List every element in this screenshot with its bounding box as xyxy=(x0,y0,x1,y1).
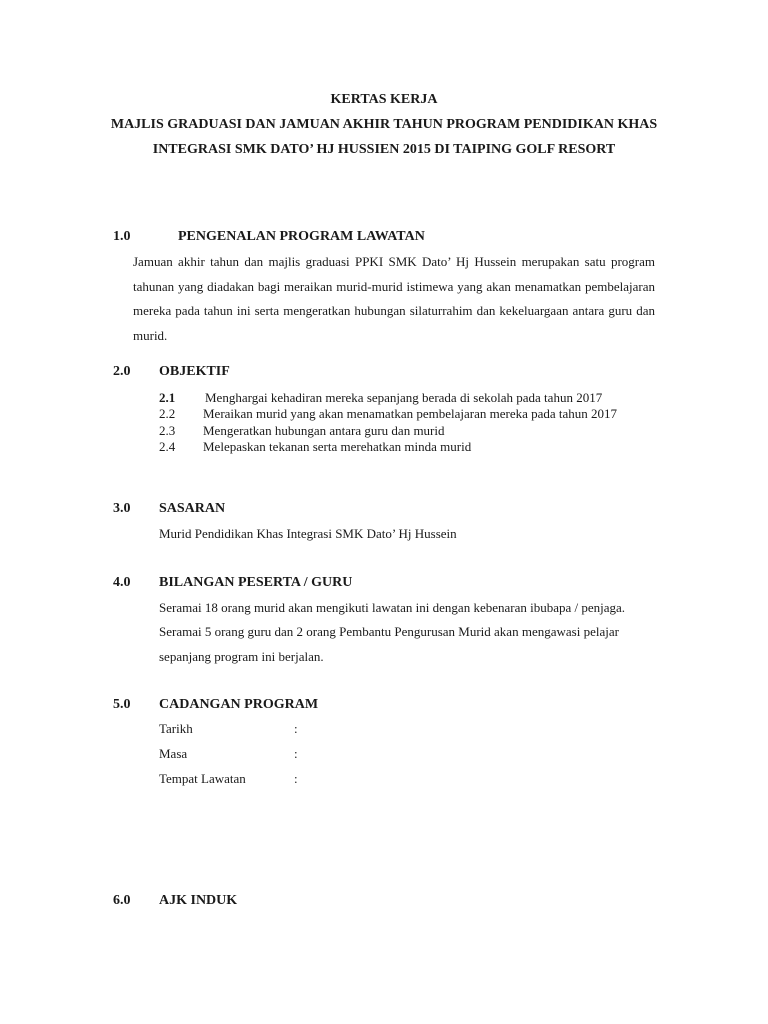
objective-text: Menghargai kehadiran mereka sepanjang berada di sekolah pada tahun 2017 xyxy=(205,390,603,405)
section-4-line: sepanjang program ini berjalan. xyxy=(159,649,324,664)
objective-number: 2.3 xyxy=(159,423,176,438)
section-2-number: 2.0 xyxy=(113,364,131,379)
section-2-heading: OBJEKTIF xyxy=(159,364,230,379)
objective-text: Meraikan murid yang akan menamatkan pembelajaran mereka pada tahun 2017 xyxy=(203,406,618,421)
objective-text: Mengeratkan hubungan antara guru dan murid xyxy=(203,423,445,438)
document-subtitle-line-1: MAJLIS GRADUASI DAN JAMUAN AKHIR TAHUN PROGRAM PENDIDIKAN KHAS xyxy=(110,117,658,132)
section-5-number: 5.0 xyxy=(113,697,131,712)
document-title: KERTAS KERJA xyxy=(330,92,438,107)
section-4-line: Seramai 18 orang murid akan mengikuti lawatan ini dengan kebenaran ibubapa / penjaga. xyxy=(159,600,626,615)
section-4-heading: BILANGAN PESERTA / GURU xyxy=(159,575,353,590)
section-3-body: Murid Pendidikan Khas Integrasi SMK Dato’ Hj Hussein xyxy=(159,526,457,541)
field-colon: : xyxy=(294,746,298,761)
section-1-heading: PENGENALAN PROGRAM LAWATAN xyxy=(178,229,425,244)
section-5-heading: CADANGAN PROGRAM xyxy=(159,697,319,712)
section-1-body: Jamuan akhir tahun dan majlis graduasi PPKI SMK Dato’ Hj Hussein merupakan satu program tahunan yang diadakan bagi meraikan murid-murid istimewa yang akan menamatkan pembelajaran mereka pada tahun ini serta mengeratkan hubungan silaturrahim dan kekeluargaan antara guru dan murid. xyxy=(133,254,655,343)
section-3-heading: SASARAN xyxy=(159,501,226,516)
section-6-heading: AJK INDUK xyxy=(159,893,238,908)
objective-text: Melepaskan tekanan serta merehatkan minda murid xyxy=(203,439,472,454)
document-subtitle-line-2: INTEGRASI SMK DATO’ HJ HUSSIEN 2015 DI TAIPING GOLF RESORT xyxy=(152,142,616,157)
objective-number: 2.1 xyxy=(159,390,176,405)
field-label-tempat-lawatan: Tempat Lawatan xyxy=(159,771,246,786)
section-4-line: Seramai 5 orang guru dan 2 orang Pembantu Pengurusan Murid akan mengawasi pelajar xyxy=(159,624,619,639)
objective-number: 2.2 xyxy=(159,406,176,421)
field-label-tarikh: Tarikh xyxy=(159,721,193,736)
objective-number: 2.4 xyxy=(159,439,176,454)
section-4-number: 4.0 xyxy=(113,575,131,590)
section-3-number: 3.0 xyxy=(113,501,131,516)
section-1-number: 1.0 xyxy=(113,229,131,244)
field-colon: : xyxy=(294,771,298,786)
field-label-masa: Masa xyxy=(159,746,188,761)
field-colon: : xyxy=(294,721,298,736)
section-6-number: 6.0 xyxy=(113,893,131,908)
